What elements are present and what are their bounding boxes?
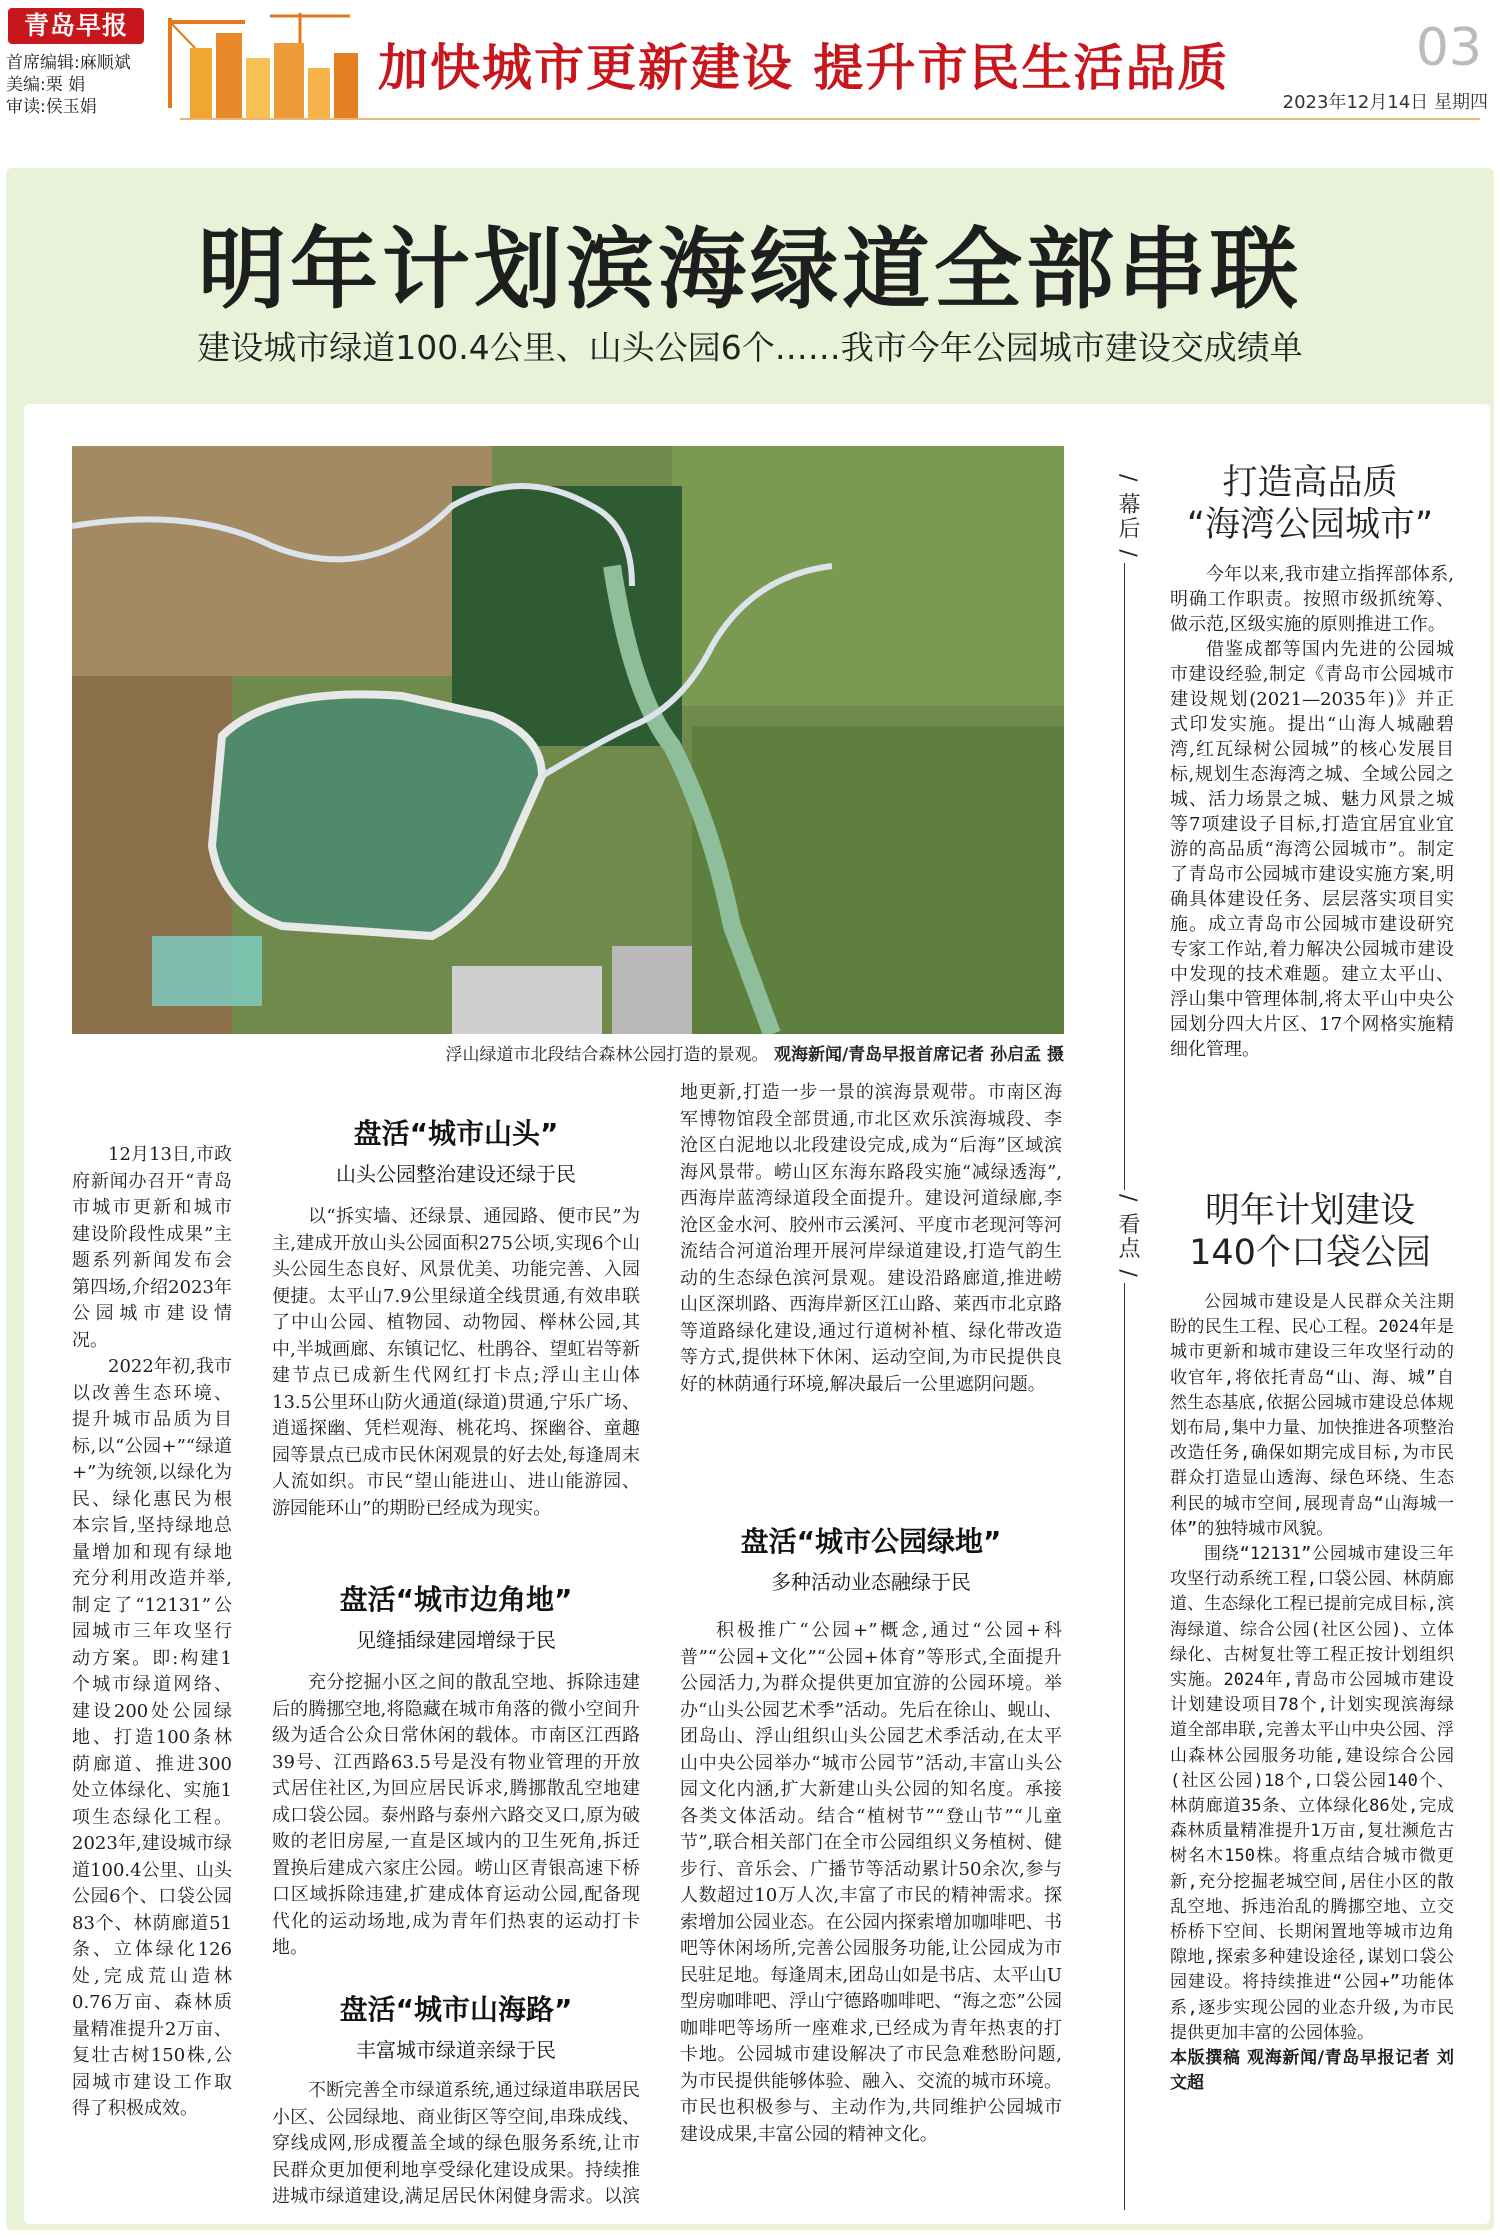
credit-line: 美编:栗 娟 xyxy=(6,75,86,95)
section-subtitle: 多种活动业态融绿于民 xyxy=(771,1570,971,1594)
page-header xyxy=(0,0,1500,125)
section-paragraph: 积极推广“公园+”概念,通过“公园+科普”“公园+文化”“公园+体育”等形式,全面提升公园活力,为群众提供更加宜游的公园环境。举办“山头公园艺术季”活动。先后在徐山、蚬山、团岛山、浮山组织山头公园艺术季活动,在太平山中央公园举办“城市公园节”活动,丰富山头公园文化内涵,扩大新建山头公园的知名度。承接各类文体活动。结合“植树节”“登山节”“儿童节”,联合相关部门在全市公园组织义务植树、健步行、音乐会、广播节等活动累计50余次,参与人数超过10万人次,丰富了市民的精神需求。探索增加公园业态。在公园内探索增加咖啡吧、书吧等休闲场所,完善公园服务功能,让公园成为市民驻足地。每逢周末,团岛山如是书店、太平山U型房咖啡吧、浮山宁德路咖啡吧、“海之恋”公园咖啡吧等场所一座难求,已经成为青年热衷的打卡地。公园城市建设解决了市民急难愁盼问题,为市民提供能够体验、融入、交流的城市环境。市民也积极参与、主动作为,共同维护公园城市建设成果,丰富公园的精神文化。 xyxy=(680,1620,1062,2145)
sidebar-title-line: 打造高品质 xyxy=(1222,463,1398,503)
headline: 明年计划滨海绿道全部串联 xyxy=(197,218,1302,321)
sidebar-title-line: 明年计划建设 xyxy=(1204,1191,1415,1231)
section-heading xyxy=(680,1520,1062,1595)
credit-line: 首席编辑:麻顺斌 xyxy=(6,53,131,73)
sidebar-title xyxy=(1150,1190,1470,1274)
sidebar-column xyxy=(1170,1290,1454,2097)
photo-credit: 观海新闻/青岛早报首席记者 孙启孟 摄 xyxy=(773,1045,1064,1065)
section-title: 盘活“城市山海路” xyxy=(339,1993,573,2026)
section-paragraph: 充分挖掘小区之间的散乱空地、拆除违建后的腾挪空地,将隐藏在城市角落的微小空间升级为适合公众日常休闲的载体。市南区江西路39号、江西路63.5号是没有物业管理的开放式居住社区,为回应居民诉求,腾挪散乱空地建成口袋公园。泰州路与泰州六路交叉口,原为破败的老旧房屋,一直是区域内的卫生死角,拆迁置换后建成六家庄公园。崂山区青银高速下桥口区域拆除违建,扩建成体育运动公园,配备现代化的运动场地,成为青年们热衷的运动打卡地。 xyxy=(272,1672,640,1958)
photo-caption xyxy=(72,1040,1064,1065)
sidebar-divider xyxy=(1124,1190,1125,2210)
intro-paragraph: 2022年初,我市以改善生态环境、提升城市品质为目标,以“公园+”“绿道+”为统领,以绿化为民、绿化惠民为根本宗旨,坚持绿地总量增加和现有绿地充分利用改造并举,制定了“12131”公园城市三年攻坚行动方案。即:构建1个城市绿道网络、建设200处公园绿地、打造100条林荫廊道、推进300处立体绿化、实施1项生态绿化工程。2023年,建设城市绿道100.4公里、山头公园6个、口袋公园83个、林荫廊道51条、立体绿化126处,完成荒山造林0.76万亩、森林质量精准提升2万亩、复壮古树150株,公园城市建设工作取得了积极成效。 xyxy=(72,1356,232,2119)
sidebar-paragraph: 公园城市建设是人民群众关注期盼的民生工程、民心工程。2024年是城市更新和城市建设三年攻坚行动的收官年,将依托青岛“山、海、城”自然生态基底,依据公园城市建设总体规划布局,集中力量、加快推进各项整治改造任务,确保如期完成目标,为市民群众打造显山透海、绿色环绕、生态利民的城市空间,展现青岛“山海城一体”的独特城市风貌。 xyxy=(1170,1292,1454,1539)
section-title: 盘活“城市山头” xyxy=(353,1117,559,1150)
header-divider xyxy=(180,118,1480,120)
section-subtitle: 丰富城市绿道亲绿于民 xyxy=(356,2038,556,2062)
subheadline: 建设城市绿道100.4公里、山头公园6个……我市今年公园城市建设交成绩单 xyxy=(197,328,1303,367)
intro-paragraph: 12月13日,市政府新闻办召开“青岛市城市更新和城市建设阶段性成果”主题系列新闻发布会第四场,介绍2023年公园城市建设情况。 xyxy=(72,1144,232,1351)
newspaper-logo: 青岛早报 xyxy=(8,8,144,44)
sidebar-paragraph: 借鉴成都等国内先进的公园城市建设经验,制定《青岛市公园城市建设规划(2021—2035年)》并正式印发实施。提出“山海人城融碧湾,红瓦绿树公园城”的核心发展目标,规划生态海湾之城、全域公园之城、活力场景之城、魅力风景之城等7项建设子目标,打造宜居宜业宜游的高品质“海湾公园城市”。制定了青岛市公园城市建设实施方案,明确具体建设任务、层层落实项目实施。成立青岛市公园城市建设研究专家工作站,着力解决公园城市建设中发现的技术难题。建立太平山、浮山集中管理体制,将太平山中央公园划分四大片区、17个网格实施精细化管理。 xyxy=(1170,639,1454,1060)
section-heading xyxy=(262,1112,650,1187)
city-skyline-icon xyxy=(150,8,380,118)
editor-credits xyxy=(6,52,131,118)
section-column xyxy=(272,1204,640,1522)
section-paragraph: 地更新,打造一步一景的滨海景观带。市南区海军博物馆段全部贯通,市北区欢乐滨海城段、李沧区白泥地以北段建设完成,成为“后海”区域滨海风景带。崂山区东海东路段实施“减绿透海”,西海岸蓝湾绿道段全面提升。建设河道绿廊,李沧区金水河、胶州市云溪河、平度市老现河等河流结合河道治理开展河岸绿道建设,打造气韵生动的生态绿色滨河景观。建设沿路廊道,推进崂山区深圳路、西海岸新区江山路、莱西市北京路等道路绿化建设,通过行道树补植、绿化带改造等方式,提供林下休闲、运动空间,为市民提供良好的林荫通行环境,解决最后一公里遮阴问题。 xyxy=(680,1082,1062,1395)
section-title: 盘活“城市边角地” xyxy=(339,1583,573,1616)
section-heading xyxy=(262,1578,650,1653)
sidebar-divider xyxy=(1124,470,1125,1230)
section-slogan: 加快城市更新建设 提升市民生活品质 xyxy=(378,38,1230,97)
sidebar-title xyxy=(1150,462,1470,546)
section-column xyxy=(680,1618,1062,2148)
sidebar-tag: / 看点 / xyxy=(1112,1190,1143,1283)
section-title: 盘活“城市公园绿地” xyxy=(740,1525,1002,1558)
section-paragraph: 不断完善全市绿道系统,通过绿道串联居民小区、公园绿地、商业街区等空间,串珠成线、穿线成网,形成覆盖全域的绿色服务系统,让市民群众更加便利地享受绿化建设成果。持续推进城市绿道建设,满足居民休闲健身需求。以滨 xyxy=(272,2080,640,2207)
byline: 本版撰稿 观海新闻/青岛早报记者 刘文超 xyxy=(1170,2048,1454,2094)
sidebar-title-line: 140个口袋公园 xyxy=(1189,1233,1431,1273)
intro-column xyxy=(72,1142,232,2123)
sidebar-paragraph: 围绕“12131”公园城市建设三年攻坚行动系统工程,口袋公园、林荫廊道、生态绿化工程已提前完成目标,滨海绿道、综合公园(社区公园)、立体绿化、古树复壮等工程正按计划组织实施。2024年,青岛市公园城市建设计划建设项目78个,计划实现滨海绿道全部串联,完善太平山中央公园、浮山森林公园服务功能,建设综合公园(社区公园)18个,口袋公园140个、林荫廊道35条、立体绿化86处,完成森林质量精准提升1万亩,复壮濒危古树名木150株。将重点结合城市微更新,充分挖掘老城空间,居住小区的散乱空地、拆违治乱的腾挪空地、立交桥桥下空间、长期闲置地等城市边角隙地,探索多种建设途径,谋划口袋公园建设。将持续推进“公园+”功能体系,逐步实现公园的业态升级,为市民提供更加丰富的公园体验。 xyxy=(1170,1544,1454,2043)
section-subtitle: 见缝插绿建园增绿于民 xyxy=(356,1628,556,1652)
section-column xyxy=(272,2078,640,2208)
section-column-continued xyxy=(680,1080,1062,1490)
section-paragraph: 以“拆实墙、还绿景、通园路、便市民”为主,建成开放山头公园面积275公顷,实现6个山头公园生态良好、风景优美、功能完善、入园便捷。太平山7.9公里绿道全线贯通,有效串联了中山公园、植物园、动物园、榉林公园,其中,半城画廊、东镇记忆、杜鹃谷、望虹岩等新建节点已成新生代网红打卡点;浮山主山体13.5公里环山防火通道(绿道)贯通,宁乐广场、逍遥探幽、凭栏观海、桃花坞、探幽谷、童趣园等景点已成市民休闲观景的好去处,每逢周末人流如织。市民“望山能进山、进山能游园、游园能环山”的期盼已经成为现实。 xyxy=(272,1206,640,1519)
greenway-aerial-photo xyxy=(72,446,1064,1034)
section-column xyxy=(272,1670,640,1962)
sidebar-column xyxy=(1170,562,1454,1062)
sidebar-title-line: “海湾公园城市” xyxy=(1186,505,1434,545)
issue-date: 2023年12月14日 星期四 xyxy=(1282,92,1488,113)
section-subtitle: 山头公园整治建设还绿于民 xyxy=(336,1162,576,1186)
sidebar-paragraph: 今年以来,我市建立指挥部体系,明确工作职责。按照市级抓统筹、做示范,区级实施的原则推进工作。 xyxy=(1170,564,1454,635)
caption-text: 浮山绿道市北段结合森林公园打造的景观。 xyxy=(445,1045,769,1065)
page-number: 03 xyxy=(1415,18,1482,78)
sidebar-tag: / 幕后 / xyxy=(1112,470,1143,563)
credit-line: 审读:侯玉娟 xyxy=(6,97,97,117)
section-heading xyxy=(262,1988,650,2063)
